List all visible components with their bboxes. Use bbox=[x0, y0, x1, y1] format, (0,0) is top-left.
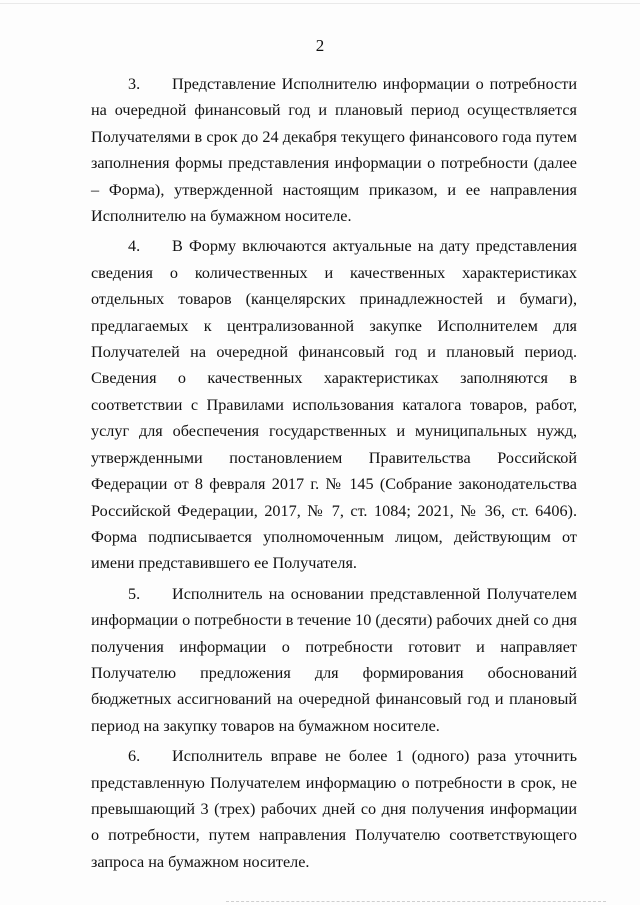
paragraph-number: 3. bbox=[128, 75, 141, 93]
scan-edge-bottom bbox=[226, 901, 606, 903]
paragraph-text: В Форму включаются актуальные на дату представления сведения о количественных и качественных характеристиках отдельных товаров (канцелярских принадлежностей и бумаги), предлагаемых к централизованной закупке Исполнителем для Получателей на очередной финансовый год и плановый период. Сведения о качественных характеристиках заполняются в соответствии с Правилами использования каталога товаров, работ, услуг для обеспечения государственных и муниципальных нужд, утвержденными постановлением Правительства Российской Федерации от 8 февраля 2017 г. № 145 (Собрание законодательства Российской Федерации, 2017, № 7, ст. 1084; 2021, № 36, ст. 6406). Форма подписывается уполномоченным лицом, действующим от имени представившего ее Получателя. bbox=[91, 237, 577, 573]
page-number: 2 bbox=[315, 36, 325, 55]
paragraph-4 bbox=[91, 233, 577, 576]
scan-edge-top bbox=[0, 3, 640, 4]
paragraph-6 bbox=[91, 743, 577, 875]
paragraph-5 bbox=[91, 581, 577, 739]
paragraph-number: 4. bbox=[128, 237, 141, 256]
paragraph-3 bbox=[91, 71, 577, 229]
paragraph-number: 6. bbox=[128, 747, 141, 766]
paragraph-text: Представление Исполнителю информации о потребности на очередной финансовый год и плановый период осуществляется Получателями в срок до 24 декабря текущего финансового года путем заполнения формы представления информации о потребности (далее – Форма), утвержденной настоящим приказом, и ее направления Исполнителю на бумажном носителе. bbox=[91, 75, 577, 226]
paragraph-number: 5. bbox=[128, 584, 141, 603]
document-body bbox=[91, 71, 577, 879]
paragraph-text: Исполнитель на основании представленной Получателем информации о потребности в течение 10 (десяти) рабочих дней со дня получения информации о потребности готовит и направляет Получателю предложения для формирования обоснований бюджетных ассигнований на очередной финансовый год и плановый период на закупку товаров на бумажном носителе. bbox=[91, 584, 577, 735]
paragraph-text: Исполнитель вправе не более 1 (одного) раза уточнить представленную Получателем информацию о потребности в срок, не превышающий 3 (трех) рабочих дней со дня получения информации о потребности, путем направления Получателю соответствующего запроса на бумажном носителе. bbox=[91, 747, 577, 871]
